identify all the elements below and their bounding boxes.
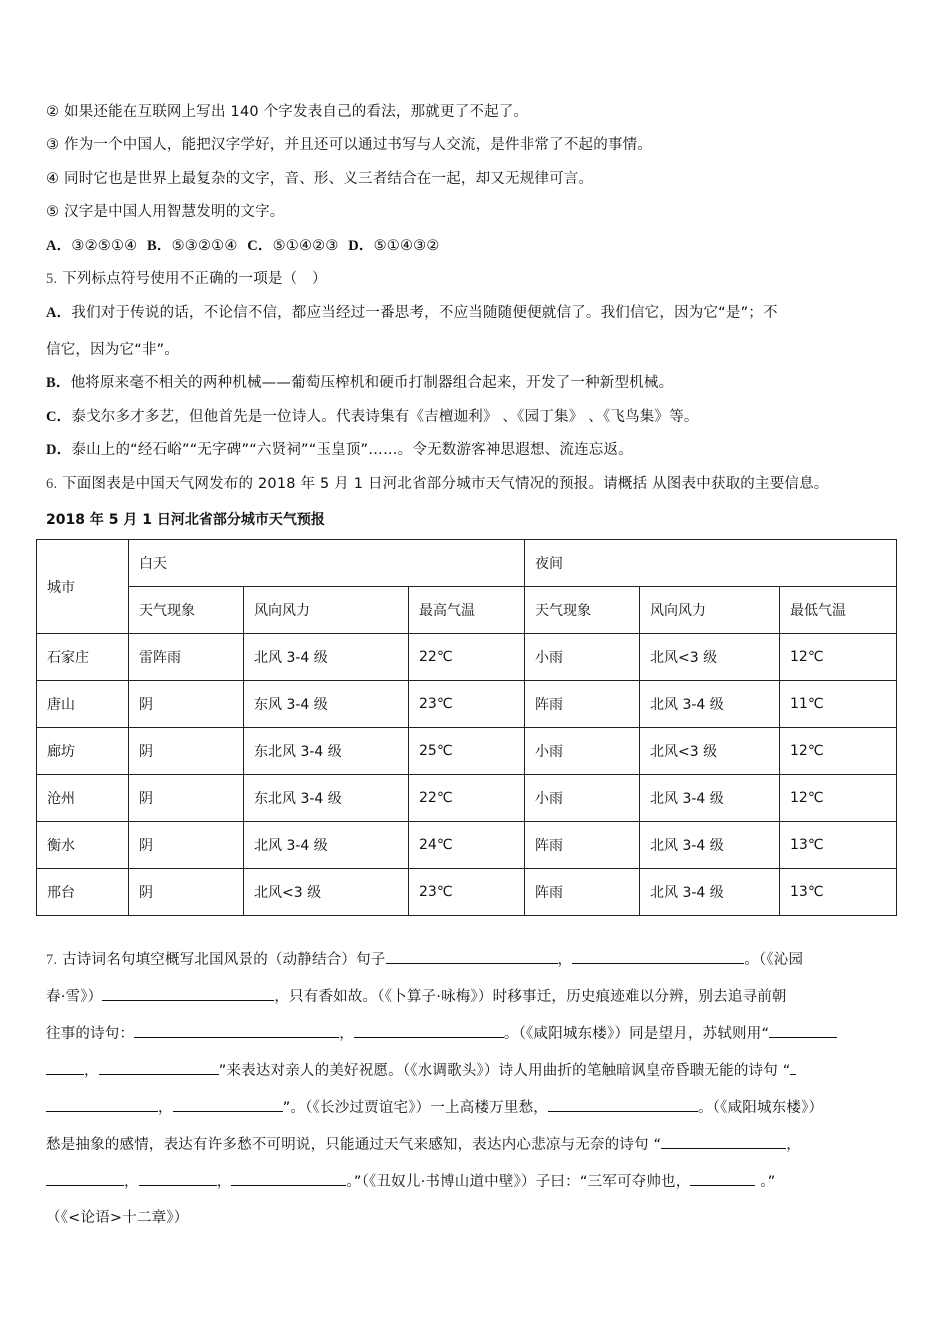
q7-line-5: ， ”。（《长沙过贾谊宅》）一上高楼万里愁， 。（《咸阳城东楼》） [46,1097,823,1118]
q7-line-2: 春·雪》） ，只有香如故。（《卜算子·咏梅》）时移事迁，历史痕迹难以分辨，别去追寻前朝 [46,986,787,1007]
answer-blank[interactable] [46,1060,84,1075]
q5-option-c: C．泰戈尔多才多艺，但他首先是一位诗人。代表诗集有《吉檀迦利》 、《园丁集》 、《飞鸟集》等。 [46,409,699,425]
answer-blank[interactable] [46,1171,124,1186]
answer-blank[interactable] [769,1023,837,1038]
q7-line-3: 往事的诗句： ， 。（《咸阳城东楼》）同是望月，苏轼则用“ [46,1023,837,1044]
header-night: 夜间 [525,540,897,587]
subheader: 天气现象 [129,587,244,634]
answer-blank[interactable] [690,1171,755,1186]
q7-line-8: （《<论语>十二章》） [46,1210,189,1226]
q7-line-1: 7. 古诗词名句填空概写北国风景的（动静结合）句子 ， 。（《沁园 [46,949,803,970]
subheader: 风向风力 [244,587,409,634]
header-day: 白天 [129,540,525,587]
q4-options [46,236,440,256]
option-d-label: D． [348,238,374,254]
q7-line-7: ， ， 。”（《丑奴儿·书博山道中壁》）子曰：“三军可夺帅也， 。” [46,1171,775,1192]
option-c-label: C． [247,238,273,254]
q6-stem: 6. 下面图表是中国天气网发布的 2018 年 5 月 1 日河北省部分城市天气情况的预报。请概括 从图表中获取的主要信息。 [46,476,829,492]
answer-blank[interactable] [173,1097,283,1112]
answer-blank[interactable] [102,986,274,1001]
q5-stem: 5. 下列标点符号使用不正确的一项是（ ） [46,271,327,287]
answer-blank[interactable] [139,1171,217,1186]
subheader: 风向风力 [640,587,780,634]
subheader: 最低气温 [780,587,897,634]
option-a-label: A． [46,238,72,254]
header-city: 城市 [37,540,129,634]
option-c: ⑤①④②③ [272,238,339,254]
table-row: 廊坊 阴 东北风 3-4 级 25℃ 小雨 北风<3 级 12℃ [37,728,897,775]
q4-item-2: ② 如果还能在互联网上写出 140 个字发表自己的看法，那就更了不起了。 [46,104,529,120]
table-row: 石家庄 雷阵雨 北风 3-4 级 22℃ 小雨 北风<3 级 12℃ [37,634,897,681]
table-row: 衡水 阴 北风 3-4 级 24℃ 阵雨 北风 3-4 级 13℃ [37,822,897,869]
subheader: 天气现象 [525,587,640,634]
q5-option-b: B．他将原来毫不相关的两种机械——葡萄压榨机和硬币打制器组合起来，开发了一种新型机械。 [46,375,674,391]
q7-line-4: ， ”来表达对亲人的美好祝愿。（《水调歌头》）诗人用曲折的笔触暗讽皇帝昏聩无能的诗句 “ [46,1060,796,1081]
option-d: ⑤①④③② [373,238,440,254]
option-b: ⑤③②①④ [171,238,238,254]
table-row: 沧州 阴 东北风 3-4 级 22℃ 小雨 北风 3-4 级 12℃ [37,775,897,822]
q7-line-6: 愁是抽象的感情，表达有许多愁不可明说，只能通过天气来感知，表达内心悲凉与无奈的诗句 “ ， [46,1134,801,1155]
q4-item-5: ⑤ 汉字是中国人用智慧发明的文字。 [46,204,285,220]
q5-option-d: D．泰山上的“经石峪”“无字碑”“六贤祠”“玉皇顶”……。令无数游客神思遐想、流连忘返。 [46,442,633,458]
answer-blank[interactable] [231,1171,346,1186]
subheader: 最高气温 [409,587,525,634]
answer-blank[interactable] [661,1134,786,1149]
answer-blank[interactable] [46,1097,158,1112]
q5-option-a-cont: 信它，因为它“非”。 [46,342,180,358]
q4-item-3: ③ 作为一个中国人，能把汉字学好，并且还可以通过书写与人交流，是件非常了不起的事情。 [46,137,653,153]
weather-table [36,539,897,916]
option-a: ③②⑤①④ [71,238,138,254]
table-row: 唐山 阴 东风 3-4 级 23℃ 阵雨 北风 3-4 级 11℃ [37,681,897,728]
q4-item-4: ④ 同时它也是世界上最复杂的文字，音、形、义三者结合在一起，却又无规律可言。 [46,171,594,187]
answer-blank[interactable] [134,1023,339,1038]
table-caption: 2018 年 5 月 1 日河北省部分城市天气预报 [46,512,325,528]
answer-blank[interactable] [790,1060,796,1075]
answer-blank[interactable] [99,1060,219,1075]
q5-option-a: A．我们对于传说的话，不论信不信，都应当经过一番思考，不应当随随便便就信了。我们信它，因为它“是”；不 [46,305,778,321]
table-row: 邢台 阴 北风<3 级 23℃ 阵雨 北风 3-4 级 13℃ [37,869,897,916]
answer-blank[interactable] [548,1097,698,1112]
answer-blank[interactable] [572,949,744,964]
option-b-label: B． [147,238,172,254]
answer-blank[interactable] [354,1023,504,1038]
answer-blank[interactable] [386,949,558,964]
